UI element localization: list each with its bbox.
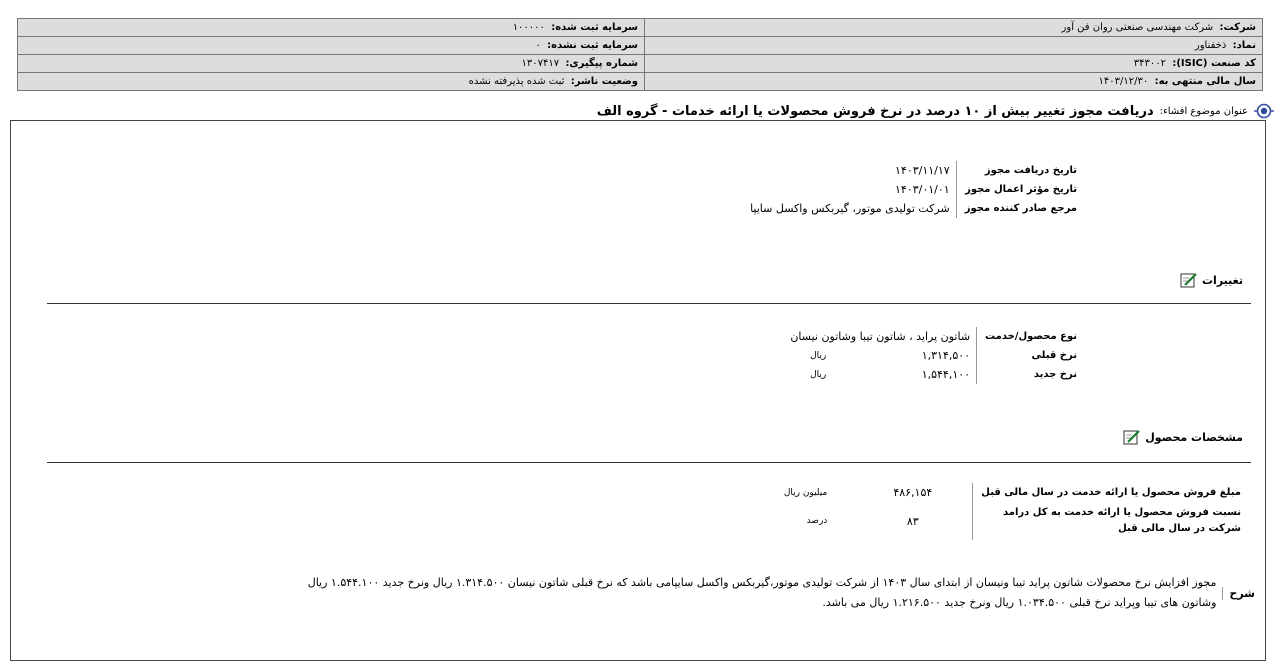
description-block: [86, 573, 1255, 613]
publisher-status-value: ثبت شده پذیرفته نشده: [468, 76, 565, 87]
product-label: نوع محصول/خدمت: [977, 327, 1083, 346]
company-value: شرکت مهندسی صنعتی روان فن آور: [1061, 22, 1214, 33]
old-rate-value: ۱,۳۱۴,۵۰۰: [921, 349, 971, 362]
received-date-label: تاریخ دریافت مجوز: [956, 161, 1083, 180]
permit-row: [744, 180, 1083, 199]
old-rate-unit: ریال: [810, 350, 827, 361]
isic-label: کد صنعت (ISIC):: [1172, 58, 1256, 69]
old-rate-label: نرخ قبلی: [977, 346, 1083, 365]
edit-note-icon: [1123, 429, 1141, 445]
section-divider: [47, 303, 1251, 304]
edit-note-icon: [1180, 272, 1198, 288]
effective-date-label: تاریخ مؤثر اعمال مجوز: [956, 180, 1083, 199]
tracking-label: شماره پیگیری:: [565, 58, 638, 69]
target-bullet-icon: [1254, 101, 1274, 121]
new-rate-label: نرخ جدید: [977, 365, 1083, 384]
capital-registered-cell: [18, 19, 645, 37]
company-label: شرکت:: [1219, 22, 1256, 33]
publisher-status-cell: [18, 73, 645, 91]
symbol-label: نماد:: [1232, 40, 1256, 51]
disclosure-subject: [597, 101, 1274, 121]
permit-row: [744, 161, 1083, 180]
header-row: [18, 37, 1263, 55]
description-label: شرح: [1222, 587, 1255, 600]
sales-label: مبلغ فروش محصول یا ارائه خدمت در سال مالی قبل: [973, 483, 1247, 502]
ratio-label-line2: شرکت در سال مالی قبل: [1118, 523, 1241, 534]
isic-value: ۳۴۳۰۰۲: [1133, 58, 1166, 69]
tracking-cell: [18, 55, 645, 73]
changes-row: [784, 327, 1083, 346]
capital-unregistered-value: ۰: [535, 40, 541, 51]
specs-row: [778, 483, 1247, 502]
subject-label: عنوان موضوع افشاء:: [1159, 105, 1248, 117]
ratio-label: [973, 502, 1247, 540]
new-rate-unit: ریال: [810, 369, 827, 380]
capital-registered-value: ۱۰۰۰۰۰: [512, 22, 545, 33]
disclosure-content-frame: [10, 120, 1266, 661]
changes-table: [784, 327, 1083, 384]
new-rate-value: ۱,۵۴۴,۱۰۰: [921, 368, 971, 381]
description-line: وشاتون های تیبا وپراید نرخ قبلی ۱.۰۳۴.۵۰۰ ریال ونرخ جدید ۱.۲۱۶.۵۰۰ ریال می باشد.: [822, 596, 1217, 609]
effective-date-value: ۱۴۰۳/۰۱/۰۱: [895, 183, 950, 196]
changes-row: [784, 365, 1083, 384]
specs-row: [778, 502, 1247, 540]
capital-registered-label: سرمایه ثبت شده:: [551, 22, 638, 33]
header-row: [18, 19, 1263, 37]
changes-row: [784, 346, 1083, 365]
company-header-table: [17, 18, 1263, 91]
changes-section-title: تغییرات: [1202, 273, 1243, 287]
issuer-label: مرجع صادر کننده مجوز: [956, 199, 1083, 218]
sales-value: ۴۸۶,۱۵۴: [893, 486, 933, 499]
received-date-value: ۱۴۰۳/۱۱/۱۷: [895, 164, 950, 177]
issuer-value: شرکت تولیدی موتور، گیربکس واکسل سایپا: [750, 202, 950, 215]
ratio-value: ۸۳: [906, 514, 919, 528]
product-specs-section-header: [1123, 429, 1243, 445]
permit-row: [744, 199, 1083, 218]
symbol-cell: [645, 37, 1263, 55]
product-specs-table: [777, 483, 1247, 540]
permit-info-table: [744, 161, 1083, 218]
subject-title: دریافت مجوز تغییر بیش از ۱۰ درصد در نرخ فروش محصولات یا ارائه خدمات - گروه الف: [596, 103, 1154, 119]
description-text: [86, 573, 1216, 613]
product-specs-section-title: مشخصات محصول: [1145, 430, 1243, 444]
header-row: [18, 73, 1263, 91]
capital-unregistered-label: سرمایه ثبت نشده:: [547, 40, 638, 51]
publisher-status-label: وضعیت ناشر:: [570, 76, 638, 87]
section-divider: [47, 462, 1251, 463]
product-value: شاتون پراید ، شاتون تیبا وشاتون نیسان: [790, 330, 971, 343]
fiscal-cell: [645, 73, 1263, 91]
capital-unregistered-cell: [18, 37, 645, 55]
changes-section-header: [1180, 272, 1243, 288]
ratio-unit: درصد: [806, 516, 828, 526]
fiscal-value: ۱۴۰۳/۱۲/۳۰: [1098, 76, 1149, 87]
sales-unit: میلیون ریال: [783, 487, 828, 498]
tracking-value: ۱۳۰۷۴۱۷: [521, 58, 560, 69]
ratio-label-line1: نسبت فروش محصول یا ارائه خدمت به کل درامد: [1003, 507, 1241, 518]
company-cell: [645, 19, 1263, 37]
isic-cell: [645, 55, 1263, 73]
description-line: مجوز افزایش نرخ محصولات شاتون پراید تیبا ونیسان از ابتدای سال ۱۴۰۳ از شرکت تولیدی موتور،گیربکس واکسل سایپامی باشد که نرخ قبلی شاتون نیسان ۱.۳۱۴.۵۰۰ ریال ونرخ جدید ۱.۵۴۴.۱۰۰ ریال: [307, 576, 1217, 589]
symbol-value: ذخفناور: [1194, 40, 1227, 51]
header-row: [18, 55, 1263, 73]
fiscal-label: سال مالی منتهی به:: [1154, 76, 1256, 87]
